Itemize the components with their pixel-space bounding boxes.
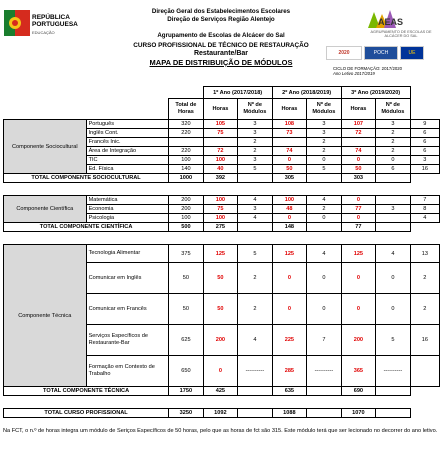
total-hours-cell: 220 bbox=[169, 129, 203, 138]
discipline-name: Português bbox=[86, 120, 169, 129]
empty-cell bbox=[307, 387, 342, 396]
cycle-line-1: CICLO DE FORMAÇÃO: 2017/2020 bbox=[332, 66, 402, 71]
empty-cell bbox=[238, 409, 273, 418]
total-course-year2: 1088 bbox=[272, 409, 306, 418]
total-hours-cell: 100 bbox=[169, 156, 203, 165]
year3-modules-cell: 2 bbox=[376, 129, 411, 138]
year2-modules-cell: 0 bbox=[307, 294, 342, 325]
component-total-label: TOTAL COMPONENTE TÉCNICA bbox=[4, 387, 169, 396]
year2-modules-cell: 4 bbox=[307, 245, 342, 263]
year1-modules-cell: 5 bbox=[238, 245, 273, 263]
year1-modules-cell: 2 bbox=[238, 294, 273, 325]
component-total-year2: 635 bbox=[272, 387, 306, 396]
eu-flag-badge: UE bbox=[400, 46, 424, 60]
total-course-label: TOTAL CURSO PROFISSIONAL bbox=[4, 409, 169, 418]
empty-cell bbox=[376, 387, 411, 396]
year3-modules-cell: 6 bbox=[376, 165, 411, 174]
year2-modules-cell: 0 bbox=[307, 263, 342, 294]
year3-hours-cell: 50 bbox=[341, 165, 375, 174]
funding-badges bbox=[326, 44, 436, 62]
year2-hours-cell: 48 bbox=[272, 205, 306, 214]
year2-modules-cell: 0 bbox=[307, 156, 342, 165]
year3-modules-cell: 4 bbox=[376, 245, 411, 263]
modules-header: Nº de Módulos bbox=[376, 99, 411, 120]
component-total-year1: 392 bbox=[203, 174, 237, 183]
empty-cell bbox=[376, 223, 411, 232]
total-hours-cell bbox=[169, 138, 203, 147]
component-total-year1: 425 bbox=[203, 387, 237, 396]
total-hours-cell: 375 bbox=[169, 245, 203, 263]
footnote: Na FCT, o n.º de horas integra um módulo de Seriços Específicos de 50 horas, pelo que as horas de fct são 315. Este módulo terá que ser lecionado no decorrer do ano letivo. bbox=[3, 428, 438, 434]
component-total-label: TOTAL COMPONENTE CIENTÍFICA bbox=[4, 223, 169, 232]
year3-hours-cell: 0 bbox=[341, 294, 375, 325]
year1-modules-cell: ---------- bbox=[238, 356, 273, 387]
year1-hours-cell: 50 bbox=[203, 263, 237, 294]
total-hours-cell: 200 bbox=[169, 196, 203, 205]
hours-header: Horas bbox=[272, 99, 306, 120]
year1-hours-cell: 0 bbox=[203, 356, 237, 387]
component-total-year2: 305 bbox=[272, 174, 306, 183]
discipline-name: Inglês Cont. bbox=[86, 129, 169, 138]
year2-modules-cell: 5 bbox=[307, 165, 342, 174]
empty-cell bbox=[238, 387, 273, 396]
portugal-2020-badge: 2020 bbox=[326, 46, 362, 60]
year1-modules-cell: 2 bbox=[238, 138, 273, 147]
discipline-name: Comunicar em Francês bbox=[86, 294, 169, 325]
component-label: Componente Técnica bbox=[4, 245, 87, 387]
component-total-year3: 77 bbox=[341, 223, 375, 232]
training-cycle bbox=[333, 66, 402, 76]
discipline-name: Matemática bbox=[86, 196, 169, 205]
year1-modules-cell: 3 bbox=[238, 156, 273, 165]
component-total-year1: 275 bbox=[203, 223, 237, 232]
year3-hours-cell: 0 bbox=[341, 263, 375, 294]
discipline-name: Comunicar em Inglês bbox=[86, 263, 169, 294]
year3-hours-cell: 77 bbox=[341, 205, 375, 214]
header-line-1: Direção Geral dos Estabelecimentos Escolares bbox=[151, 8, 291, 15]
year1-modules-cell: 3 bbox=[238, 205, 273, 214]
empty-cell bbox=[410, 387, 439, 396]
total-course-hours: 3250 bbox=[169, 409, 203, 418]
year1-modules-cell: 4 bbox=[238, 214, 273, 223]
component-total-year3: 690 bbox=[341, 387, 375, 396]
total-modules-cell: 4 bbox=[410, 214, 439, 223]
total-hours-header: Total de Horas bbox=[169, 99, 203, 120]
document-title: MAPA DE DISTRIBUIÇÃO DE MÓDULOS bbox=[149, 58, 293, 67]
year3-hours-cell: 200 bbox=[341, 325, 375, 356]
year-1-header: 1º Ano (2017/2018) bbox=[203, 87, 272, 99]
year2-hours-cell: 0 bbox=[272, 214, 306, 223]
year1-modules-cell: 4 bbox=[238, 325, 273, 356]
total-modules-cell: 2 bbox=[410, 263, 439, 294]
component-label: Componente Sociocultural bbox=[4, 120, 87, 174]
logo-text-line2: PORTUGUESA bbox=[32, 21, 78, 28]
discipline-name: Tecnologia Alimentar bbox=[86, 245, 169, 263]
year3-hours-cell: 107 bbox=[341, 120, 375, 129]
year1-hours-cell: 100 bbox=[203, 196, 237, 205]
total-hours-cell: 320 bbox=[169, 120, 203, 129]
discipline-name: Área de Integração bbox=[86, 147, 169, 156]
empty-cell bbox=[307, 409, 342, 418]
year2-modules-cell: 2 bbox=[307, 147, 342, 156]
year2-modules-cell: 2 bbox=[307, 138, 342, 147]
year2-hours-cell: 285 bbox=[272, 356, 306, 387]
total-hours-cell: 50 bbox=[169, 263, 203, 294]
year1-hours-cell: 125 bbox=[203, 245, 237, 263]
total-course-year3: 1070 bbox=[341, 409, 375, 418]
year1-modules-cell: 5 bbox=[238, 165, 273, 174]
discipline-name: TIC bbox=[86, 156, 169, 165]
discipline-name: Serviços Específicos de Restaurante-Bar bbox=[86, 325, 169, 356]
year3-modules-cell: 0 bbox=[376, 156, 411, 165]
year1-hours-cell: 100 bbox=[203, 214, 237, 223]
component-total-hours: 1000 bbox=[169, 174, 203, 183]
component-total-year3: 303 bbox=[341, 174, 375, 183]
year2-hours-cell: 74 bbox=[272, 147, 306, 156]
total-hours-cell: 50 bbox=[169, 294, 203, 325]
module-distribution-table bbox=[3, 86, 440, 418]
year2-hours-cell: 0 bbox=[272, 294, 306, 325]
logo-subtitle: EDUCAÇÃO bbox=[32, 30, 55, 35]
header-line-3: Agrupamento de Escolas de Alcácer do Sal bbox=[157, 32, 285, 39]
total-course-row bbox=[4, 409, 440, 418]
year3-hours-cell: 74 bbox=[341, 147, 375, 156]
total-hours-cell: 100 bbox=[169, 214, 203, 223]
discipline-name: Francês Inic. bbox=[86, 138, 169, 147]
total-hours-cell: 625 bbox=[169, 325, 203, 356]
discipline-name: Ed. Física bbox=[86, 165, 169, 174]
modules-header: Nº de Módulos bbox=[307, 99, 342, 120]
cycle-line-2: Ano Letivo 2017/2019 bbox=[332, 71, 375, 76]
aeas-subtitle: AGRUPAMENTO DE ESCOLAS DE ALCÁCER DO SAL bbox=[370, 30, 432, 38]
total-modules-cell: 16 bbox=[410, 325, 439, 356]
component-total-row bbox=[4, 387, 440, 396]
component-total-row bbox=[4, 174, 440, 183]
year2-modules-cell: 0 bbox=[307, 214, 342, 223]
year1-hours-cell: 40 bbox=[203, 165, 237, 174]
aeas-text: AEAS bbox=[378, 17, 404, 27]
year2-modules-cell: 2 bbox=[307, 205, 342, 214]
total-modules-cell bbox=[410, 356, 439, 387]
total-modules-cell: 2 bbox=[410, 294, 439, 325]
total-modules-cell: 9 bbox=[410, 120, 439, 129]
year3-hours-cell bbox=[341, 138, 375, 147]
header-line-2: Direção de Serviços Região Alentejo bbox=[167, 16, 275, 23]
poch-badge: POCH bbox=[364, 46, 398, 60]
year2-hours-cell: 0 bbox=[272, 156, 306, 165]
discipline-name: Economia bbox=[86, 205, 169, 214]
empty-cell bbox=[376, 409, 411, 418]
year2-hours-cell: 50 bbox=[272, 165, 306, 174]
year1-modules-cell: 3 bbox=[238, 129, 273, 138]
year-3-header: 3º Ano (2019/2020) bbox=[341, 87, 410, 99]
total-modules-cell: 3 bbox=[410, 156, 439, 165]
component-total-row bbox=[4, 223, 440, 232]
table-row bbox=[4, 120, 440, 129]
total-modules-cell: 13 bbox=[410, 245, 439, 263]
year3-hours-cell: 0 bbox=[341, 214, 375, 223]
empty-cell bbox=[376, 174, 411, 183]
year2-hours-cell: 73 bbox=[272, 129, 306, 138]
empty-cell bbox=[307, 223, 342, 232]
year3-modules-cell: 3 bbox=[376, 120, 411, 129]
year2-hours-cell bbox=[272, 138, 306, 147]
year2-hours-cell: 108 bbox=[272, 120, 306, 129]
hours-header: Horas bbox=[341, 99, 375, 120]
year1-hours-cell: 50 bbox=[203, 294, 237, 325]
year3-hours-cell: 0 bbox=[341, 196, 375, 205]
table-row bbox=[4, 245, 440, 263]
empty-cell bbox=[410, 174, 439, 183]
year3-modules-cell: 0 bbox=[376, 294, 411, 325]
year3-hours-cell: 365 bbox=[341, 356, 375, 387]
year3-modules-cell: 5 bbox=[376, 325, 411, 356]
component-total-hours: 1750 bbox=[169, 387, 203, 396]
year3-modules-cell bbox=[376, 214, 411, 223]
year2-modules-cell: 3 bbox=[307, 129, 342, 138]
component-total-hours: 500 bbox=[169, 223, 203, 232]
year1-hours-cell: 105 bbox=[203, 120, 237, 129]
year3-modules-cell: ---------- bbox=[376, 356, 411, 387]
total-modules-cell: 16 bbox=[410, 165, 439, 174]
year1-modules-cell: 2 bbox=[238, 263, 273, 294]
total-hours-cell: 200 bbox=[169, 205, 203, 214]
year1-hours-cell: 72 bbox=[203, 147, 237, 156]
year1-hours-cell: 200 bbox=[203, 325, 237, 356]
component-label: Componente Científica bbox=[4, 196, 87, 223]
total-modules-cell: 6 bbox=[410, 129, 439, 138]
hours-header: Horas bbox=[203, 99, 237, 120]
year1-modules-cell: 2 bbox=[238, 147, 273, 156]
year3-modules-cell: 3 bbox=[376, 205, 411, 214]
year3-modules-cell: 2 bbox=[376, 147, 411, 156]
year2-hours-cell: 125 bbox=[272, 245, 306, 263]
empty-cell bbox=[238, 174, 273, 183]
total-course-year1: 1092 bbox=[203, 409, 237, 418]
discipline-name: Psicologia bbox=[86, 214, 169, 223]
course-title: CURSO PROFISSIONAL DE TÉCNICO DE RESTAURAÇÃO bbox=[133, 42, 309, 49]
empty-cell bbox=[307, 174, 342, 183]
year1-hours-cell: 75 bbox=[203, 205, 237, 214]
total-hours-cell: 650 bbox=[169, 356, 203, 387]
modules-header: Nº de Módulos bbox=[238, 99, 273, 120]
year3-hours-cell: 0 bbox=[341, 156, 375, 165]
year1-modules-cell: 3 bbox=[238, 120, 273, 129]
year-2-header: 2º Ano (2018/2019) bbox=[272, 87, 341, 99]
logo-text-line1: REPÚBLICA bbox=[32, 14, 70, 21]
year2-modules-cell: 4 bbox=[307, 196, 342, 205]
year2-hours-cell: 225 bbox=[272, 325, 306, 356]
discipline-name: Formação em Contexto de Trabalho bbox=[86, 356, 169, 387]
total-hours-cell: 140 bbox=[169, 165, 203, 174]
year3-hours-cell: 125 bbox=[341, 245, 375, 263]
total-modules-cell: 6 bbox=[410, 138, 439, 147]
year2-modules-cell: 3 bbox=[307, 120, 342, 129]
year2-hours-cell: 0 bbox=[272, 263, 306, 294]
total-modules-cell: 7 bbox=[410, 196, 439, 205]
year2-hours-cell: 100 bbox=[272, 196, 306, 205]
table-row bbox=[4, 196, 440, 205]
empty-cell bbox=[238, 223, 273, 232]
year1-hours-cell: 75 bbox=[203, 129, 237, 138]
year3-modules-cell bbox=[376, 196, 411, 205]
empty-cell bbox=[410, 223, 439, 232]
year3-modules-cell: 0 bbox=[376, 263, 411, 294]
component-total-label: TOTAL COMPONENTE SOCIOCULTURAL bbox=[4, 174, 169, 183]
year1-modules-cell: 4 bbox=[238, 196, 273, 205]
year1-hours-cell: 100 bbox=[203, 156, 237, 165]
total-modules-cell: 8 bbox=[410, 205, 439, 214]
year3-hours-cell: 72 bbox=[341, 129, 375, 138]
component-total-year2: 148 bbox=[272, 223, 306, 232]
total-hours-cell: 220 bbox=[169, 147, 203, 156]
course-subtitle: Restaurante/Bar bbox=[193, 50, 249, 57]
total-modules-cell: 6 bbox=[410, 147, 439, 156]
year1-hours-cell bbox=[203, 138, 237, 147]
year3-modules-cell: 2 bbox=[376, 138, 411, 147]
year2-modules-cell: 7 bbox=[307, 325, 342, 356]
year2-modules-cell: ---------- bbox=[307, 356, 342, 387]
